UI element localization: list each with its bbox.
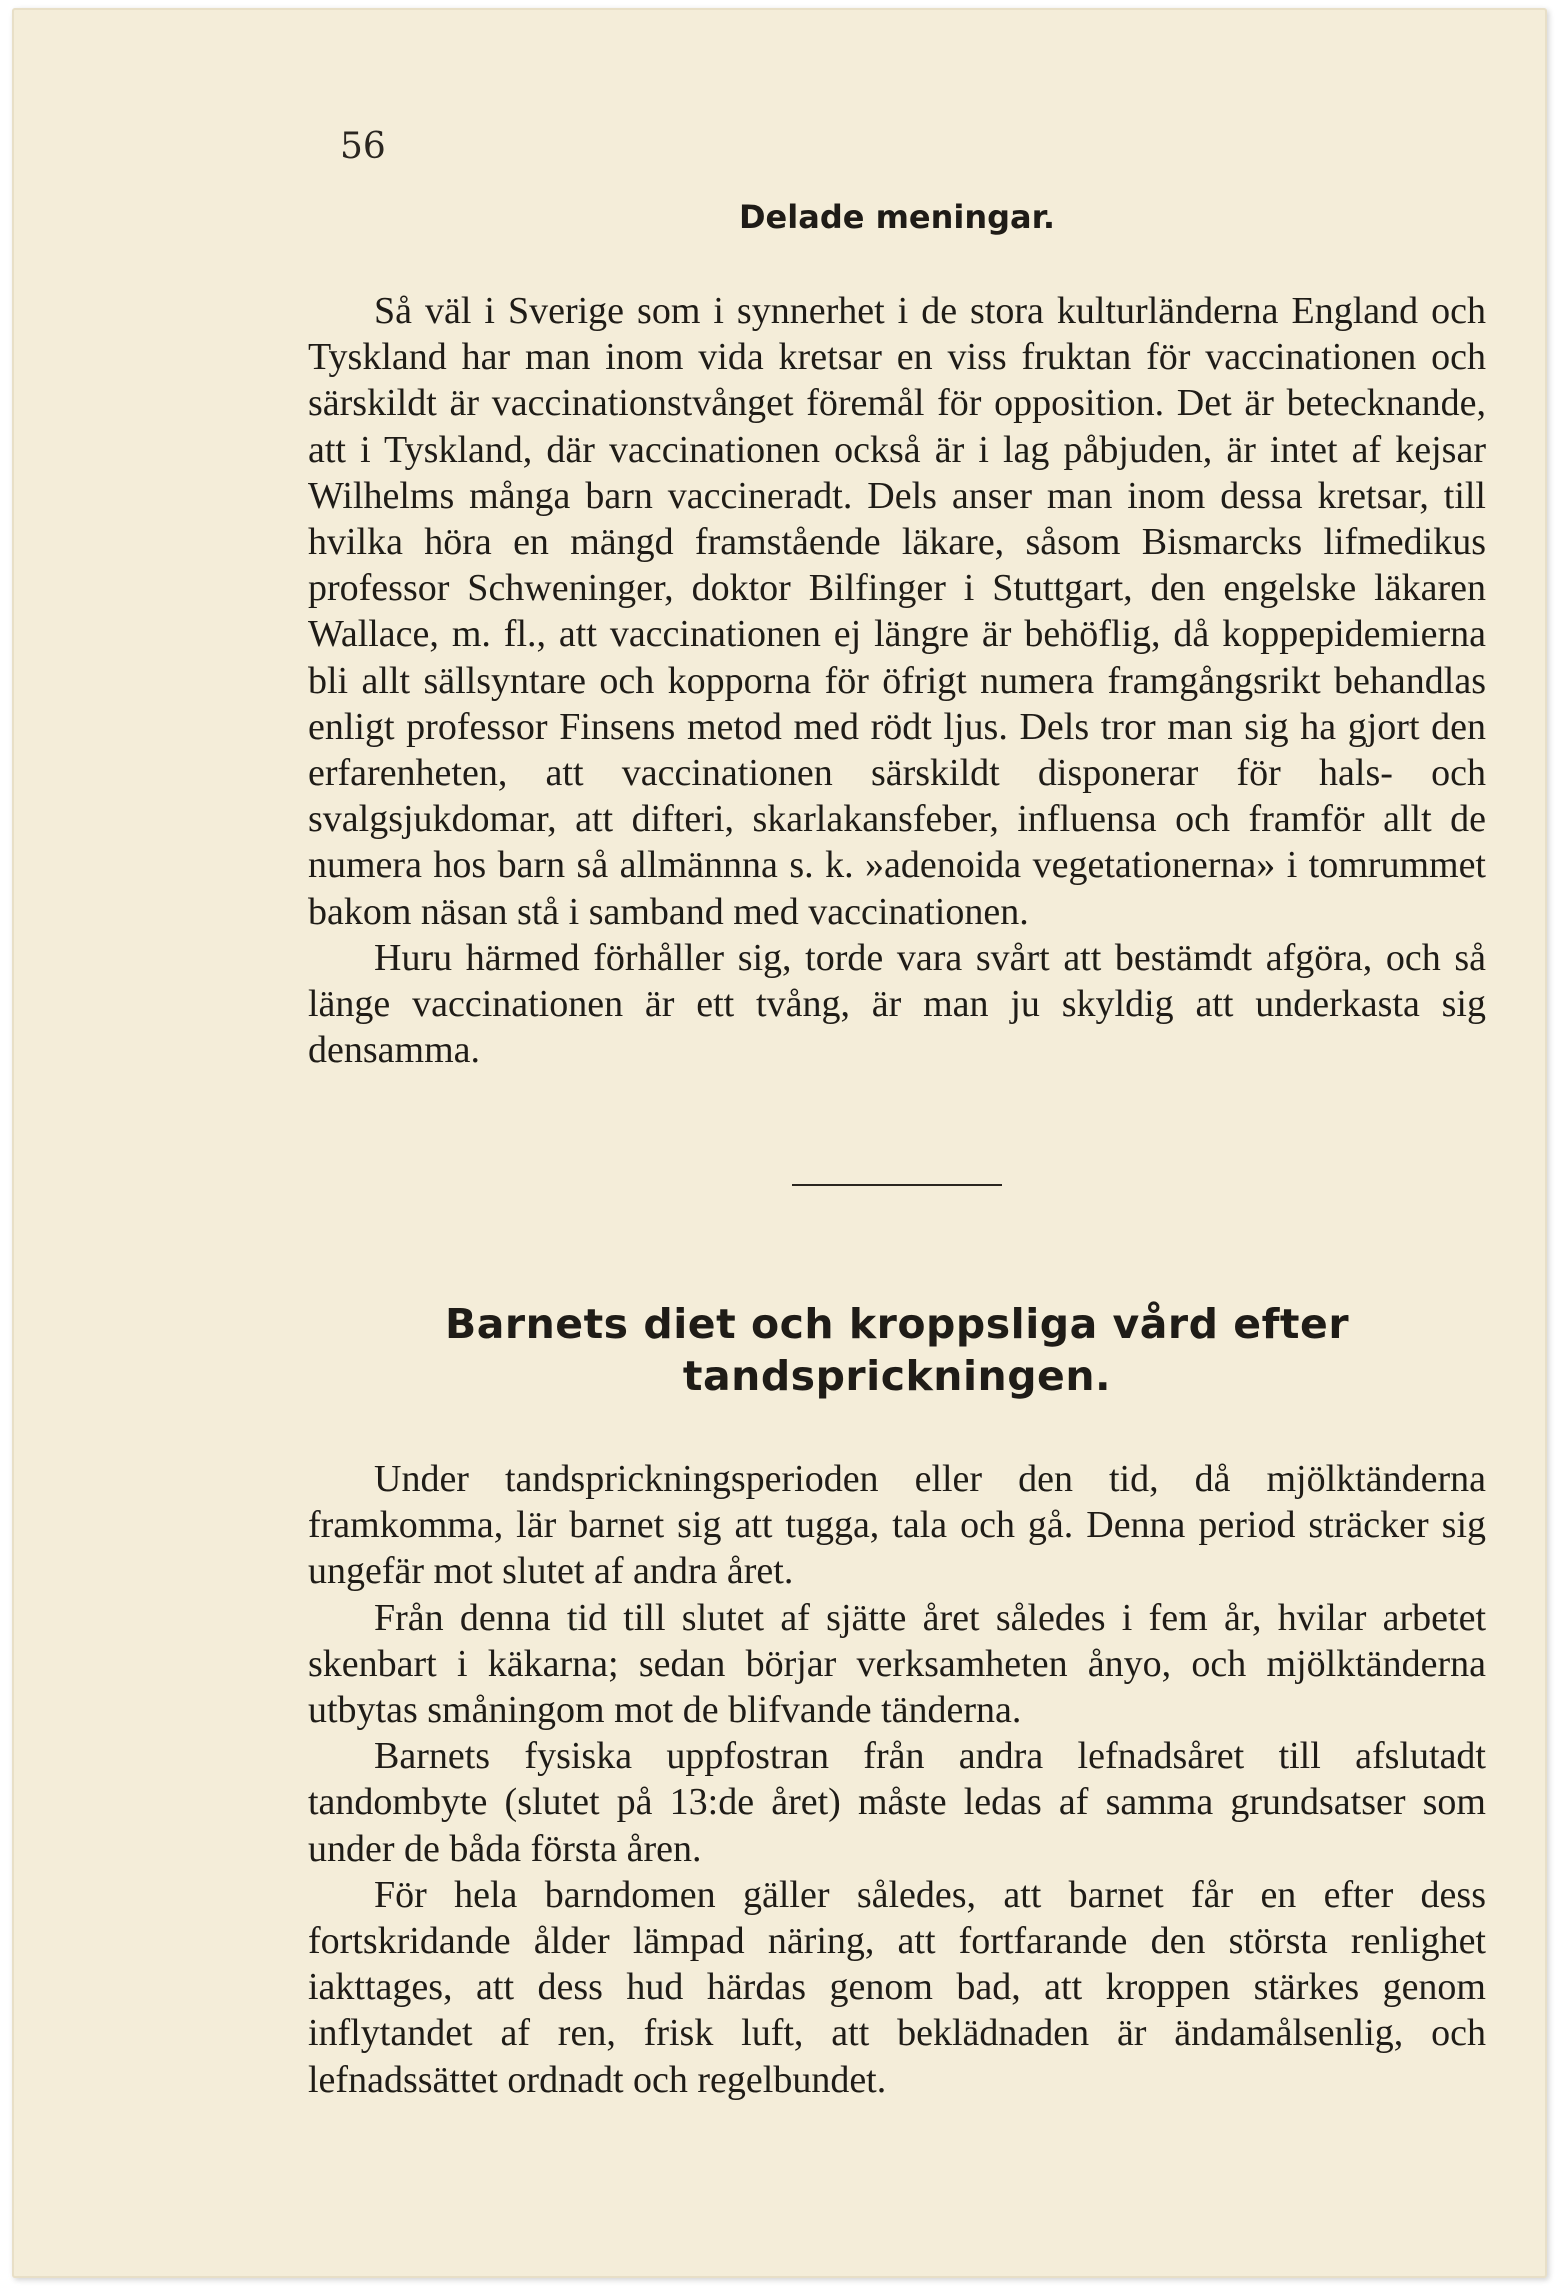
paragraph: Under tandsprickningsperioden eller den tid, då mjölktänderna framkomma, lär barnet sig att tugga, tala och gå. Denna period sträcker sig ungefär mot slutet af andra året.	[308, 1458, 1486, 1593]
page-number: 56	[340, 126, 386, 167]
paragraph: För hela barndomen gäller således, att barnet får en efter dess fortskridande ålder lämpad näring, att fortfarande den största renlighet iakttages, att dess hud härdas genom bad, att kroppen stärkes genom inflytandet af ren, frisk luft, att beklädnaden är ändamålsenlig, och lefnadssättet ordnadt och regelbundet.	[308, 1873, 1486, 2101]
section-body-delade-meningar	[308, 288, 1486, 1073]
section-heading-delade-meningar: Delade meningar.	[738, 198, 1056, 236]
paragraph: Så väl i Sverige som i synnerhet i de stora kulturländerna England och Tyskland har man inom vida kretsar en viss fruktan för vaccinationen och särskildt är vaccinationstvånget föremål för opposition. Det är betecknande, att i Tyskland, där vaccinationen också är i lag påbjuden, är intet af kejsar Wilhelms många barn vaccineradt. Dels anser man inom dessa kretsar, till hvilka höra en mängd framstående läkare, såsom Bismarcks lifmedikus professor Schweninger, doktor Bilfinger i Stuttgart, den engelske läkaren Wallace, m. fl., att vaccinationen ej längre är behöflig, då koppepidemierna bli allt sällsyntare och kopporna för öfrigt numera framgångsrikt behandlas enligt professor Finsens metod med rödt ljus. Dels tror man sig ha gjort den erfarenheten, att vaccinationen särskildt disponerar för hals- och svalgsjukdomar, att difteri, skarlakansfeber, influensa och framför allt de numera hos barn så allmännna s. k. »adenoida vegetationerna» i tomrummet bakom näsan stå i samband med vaccinationen.	[308, 290, 1486, 933]
heading-line: Barnets diet och kroppsliga vård efter	[444, 1300, 1350, 1348]
paragraph: Huru härmed förhåller sig, torde vara svårt att bestämdt afgöra, och så länge vaccinationen är ett tvång, är man ju skyldig att underkasta sig densamma.	[308, 936, 1486, 1072]
section-body-barnets-diet	[308, 1456, 1486, 2103]
paragraph: Från denna tid till slutet af sjätte året således i fem år, hvilar arbetet skenbart i käkarna; sedan börjar verksamheten ånyo, och mjölktänderna utbytas småningom mot de blifvande tänderna.	[308, 1596, 1486, 1732]
page-sheet	[12, 8, 1547, 2278]
heading-line: tandsprickningen.	[682, 1352, 1112, 1400]
section-divider	[792, 1184, 1002, 1186]
section-heading-barnets-diet	[308, 1298, 1486, 1402]
paragraph: Barnets fysiska uppfostran från andra lefnadsåret till afslutadt tandombyte (slutet på 13:de året) måste ledas af samma grundsatser som under de båda första åren.	[308, 1735, 1486, 1870]
